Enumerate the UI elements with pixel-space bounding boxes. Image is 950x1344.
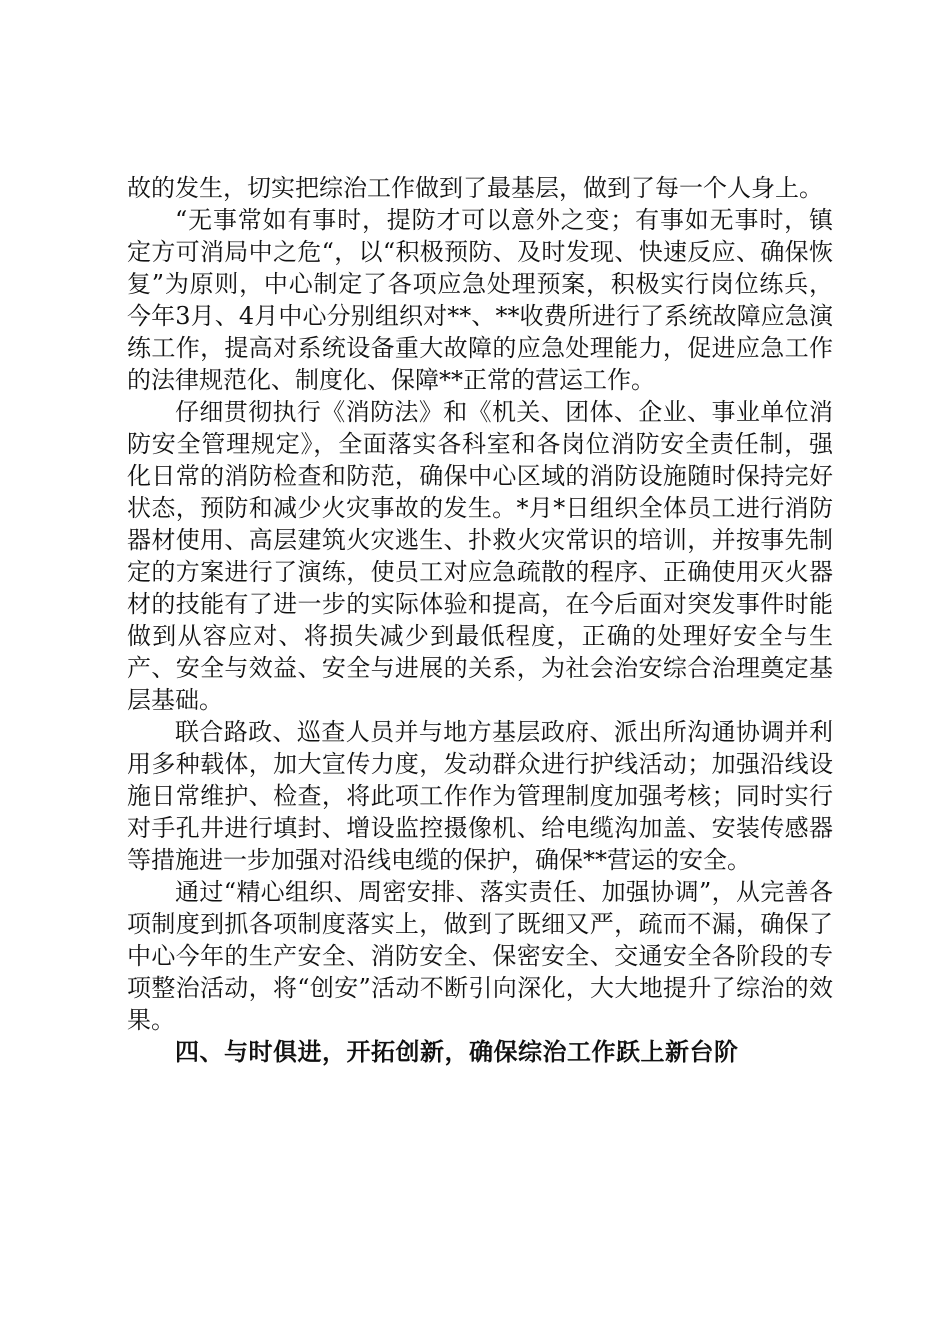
paragraph-continuation: 故的发生，切实把综治工作做到了最基层，做到了每一个人身上。: [127, 174, 823, 202]
paragraph-emergency-drill: “无事常如有事时，提防才可以意外之变；有事如无事时，镇定方可消局中之危“，以“积极预防、及时发现、快速反应、确保恢复”为原则，中心制定了各项应急处理预案，积极实行岗位练兵，今年3月、4月中心分别组织对**、**收费所进行了系统故障应急演练工作，提高对系统设备重大故障的应急处理能力，促进应急工作的法律规范化、制度化、保障**正常的营运工作。: [127, 206, 833, 394]
document-page: [127, 172, 833, 1068]
paragraph-line-protection: 联合路政、巡查人员并与地方基层政府、派出所沟通协调并利用多种载体，加大宣传力度，发动群众进行护线活动；加强沿线设施日常维护、检查，将此项工作作为管理制度加强考核；同时实行对手孔井进行填封、增设监控摄像机、给电缆沟加盖、安装传感器等措施进一步加强对沿线电缆的保护，确保**营运的安全。: [127, 718, 833, 874]
paragraph-summary: 通过“精心组织、周密安排、落实责任、加强协调”，从完善各项制度到抓各项制度落实上，做到了既细又严，疏而不漏，确保了中心今年的生产安全、消防安全、保密安全、交通安全各阶段的专项整治活动，将“创安”活动不断引向深化，大大地提升了综治的效果。: [127, 878, 833, 1034]
paragraph-fire-safety: 仔细贯彻执行《消防法》和《机关、团体、企业、事业单位消防安全管理规定》，全面落实各科室和各岗位消防安全责任制，强化日常的消防检查和防范，确保中心区域的消防设施随时保持完好状态，预防和减少火灾事故的发生。*月*日组织全体员工进行消防器材使用、高层建筑火灾逃生、扑救火灾常识的培训，并按事先制定的方案进行了演练，使员工对应急疏散的程序、正确使用灭火器材的技能有了进一步的实际体验和提高，在今后面对突发事件时能做到从容应对、将损失减少到最低程度，正确的处理好安全与生产、安全与效益、安全与进展的关系，为社会治安综合治理奠定基层基础。: [127, 398, 833, 714]
section-heading: 四、与时俱进，开拓创新，确保综治工作跃上新台阶: [175, 1038, 739, 1066]
